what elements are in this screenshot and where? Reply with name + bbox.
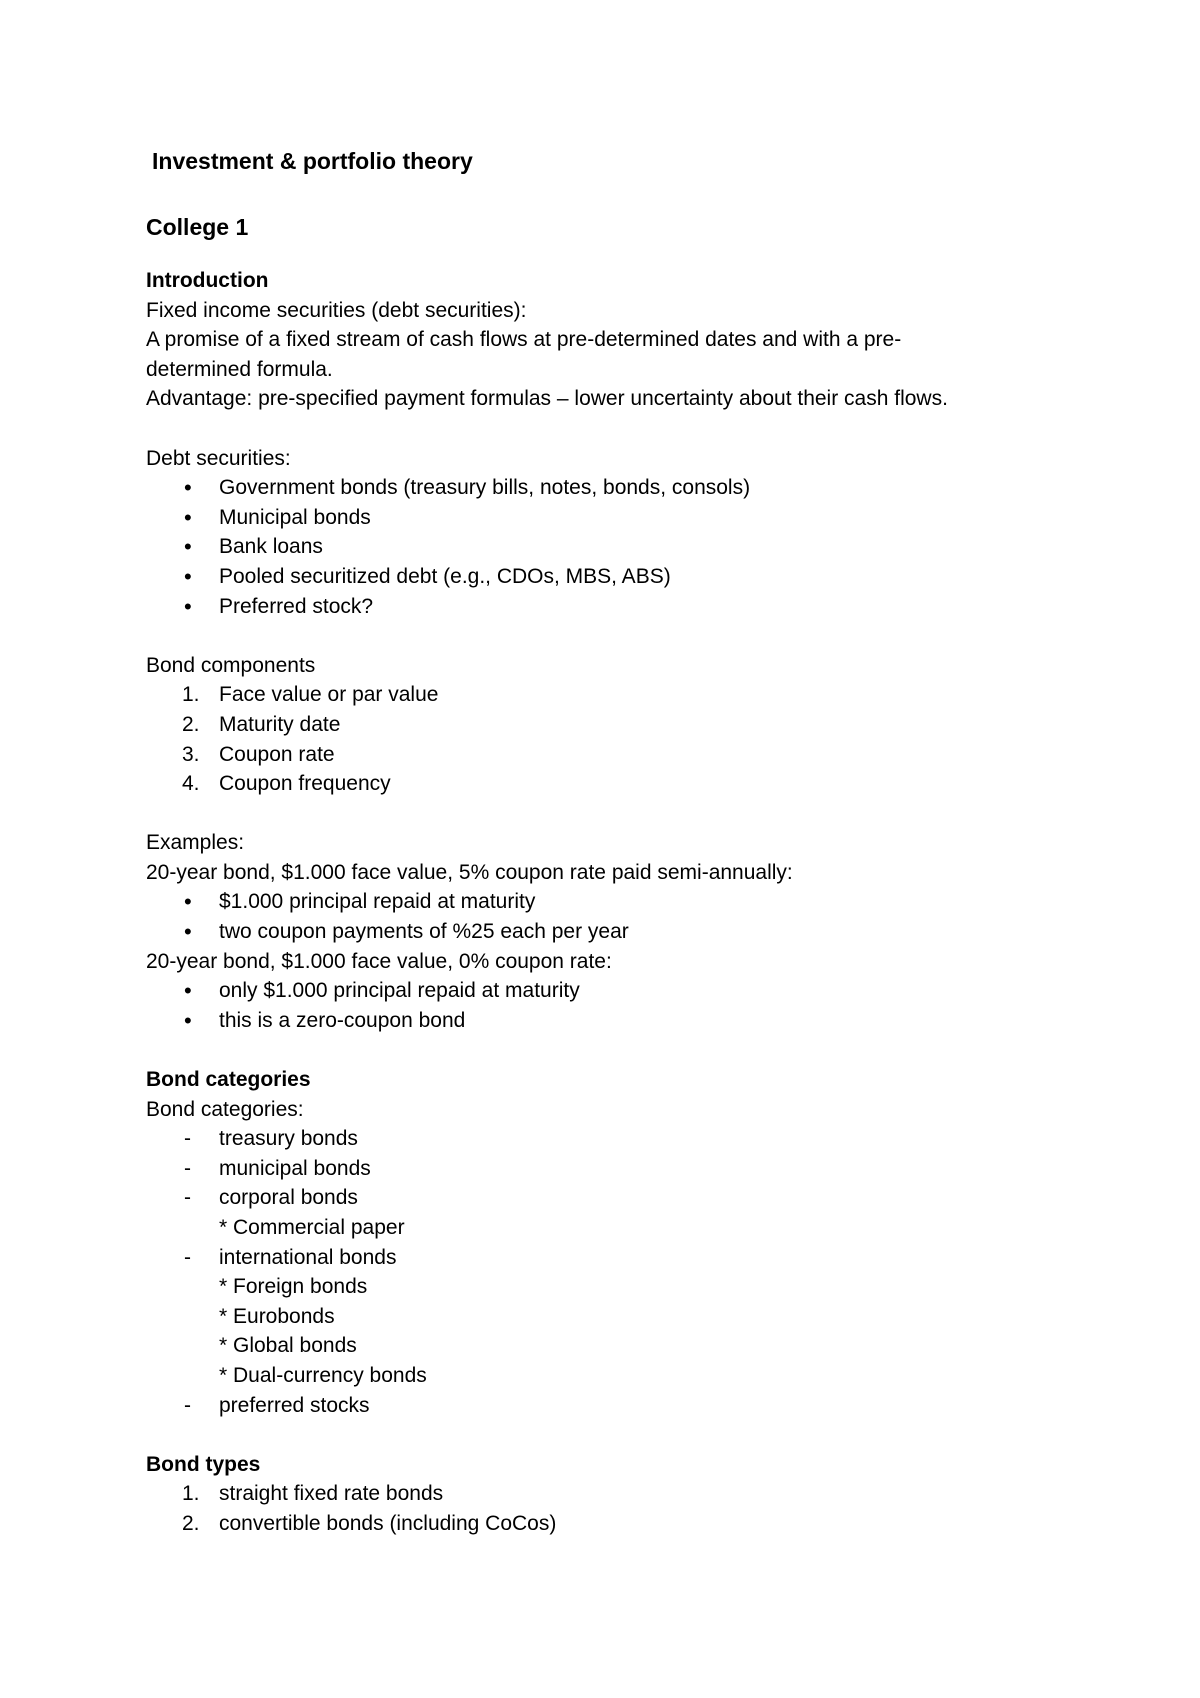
sub-list-item: * Foreign bonds: [219, 1275, 368, 1299]
list-item-text: treasury bonds: [219, 1127, 358, 1151]
list-item: [146, 1509, 1066, 1539]
bond-types-heading: Bond types: [146, 1452, 261, 1476]
intro-heading: Introduction: [146, 269, 269, 292]
dash-marker: -: [184, 1156, 191, 1180]
bond-components-label: Bond components: [146, 653, 316, 677]
bond-categories-heading: Bond categories: [146, 1068, 311, 1092]
sub-list-item: * Eurobonds: [219, 1304, 335, 1328]
list-item: [146, 769, 1066, 799]
list-item-text: preferred stocks: [219, 1393, 370, 1417]
list-item-text: municipal bonds: [219, 1156, 371, 1180]
list-item-text: corporal bonds: [219, 1186, 358, 1210]
sub-list-item: * Commercial paper: [219, 1216, 405, 1239]
list-item-text: Face value or par value: [219, 683, 439, 707]
dash-marker: -: [184, 1245, 191, 1269]
list-item: • two coupon payments of %25 each per year: [146, 917, 1066, 947]
list-item: • $1.000 principal repaid at maturity: [146, 887, 1066, 917]
list-item: [146, 1391, 1066, 1421]
example-2-text: 20-year bond, $1.000 face value, 0% coupon rate:: [146, 949, 612, 973]
list-item: • Bank loans: [146, 532, 1066, 562]
intro-line: A promise of a fixed stream of cash flows at pre-determined dates and with a pre-: [146, 328, 902, 352]
sub-list-item: * Dual-currency bonds: [219, 1363, 427, 1387]
list-number: 1.: [182, 683, 200, 707]
list-item-text: international bonds: [219, 1245, 397, 1269]
list-number: 2.: [182, 1511, 200, 1535]
intro-line: Advantage: pre-specified payment formulas – lower uncertainty about their cash flows.: [146, 387, 948, 411]
list-number: 2.: [182, 712, 200, 736]
example-1-list: [146, 887, 1066, 946]
college-heading: College 1: [146, 214, 249, 240]
examples-label: Examples:: [146, 831, 245, 855]
intro-line: determined formula.: [146, 357, 333, 381]
list-item: [146, 1183, 1066, 1213]
intro-line: Fixed income securities (debt securities):: [146, 298, 527, 322]
list-item-text: straight fixed rate bonds: [219, 1482, 444, 1506]
list-item-text: Coupon frequency: [219, 772, 391, 796]
bond-categories-label: Bond categories:: [146, 1097, 304, 1121]
list-item-text: convertible bonds (including CoCos): [219, 1511, 557, 1535]
list-item: • Municipal bonds: [146, 503, 1066, 533]
list-item: • Preferred stock?: [146, 592, 1066, 622]
list-item: • Pooled securitized debt (e.g., CDOs, MBS, ABS): [146, 562, 1066, 592]
list-item: • this is a zero-coupon bond: [146, 1006, 1066, 1036]
list-number: 4.: [182, 772, 200, 796]
example-2-list: [146, 976, 1066, 1035]
dash-marker: -: [184, 1186, 191, 1210]
list-item: • only $1.000 principal repaid at maturity: [146, 976, 1066, 1006]
bond-types-list: [146, 1479, 1066, 1538]
list-item: [146, 680, 1066, 710]
list-number: 1.: [182, 1482, 200, 1506]
list-item: [146, 710, 1066, 740]
list-item: [146, 740, 1066, 770]
debt-securities-label: Debt securities:: [146, 446, 291, 470]
bond-categories-list: [146, 1124, 1066, 1420]
list-item: • Government bonds (treasury bills, notes, bonds, consols): [146, 473, 1066, 503]
list-item: [146, 1154, 1066, 1184]
document-title: Investment & portfolio theory: [152, 148, 473, 174]
debt-securities-list: [146, 473, 1066, 621]
list-item-text: Coupon rate: [219, 742, 335, 766]
list-item: [146, 1124, 1066, 1154]
list-item-text: Maturity date: [219, 712, 341, 736]
example-1-text: 20-year bond, $1.000 face value, 5% coupon rate paid semi-annually:: [146, 860, 793, 884]
dash-marker: -: [184, 1393, 191, 1417]
list-number: 3.: [182, 742, 200, 766]
document-body: [146, 146, 1066, 1539]
dash-marker: -: [184, 1127, 191, 1151]
list-item: [146, 1479, 1066, 1509]
list-item: [146, 1243, 1066, 1273]
sub-list-item: * Global bonds: [219, 1334, 357, 1358]
bond-components-list: [146, 680, 1066, 798]
